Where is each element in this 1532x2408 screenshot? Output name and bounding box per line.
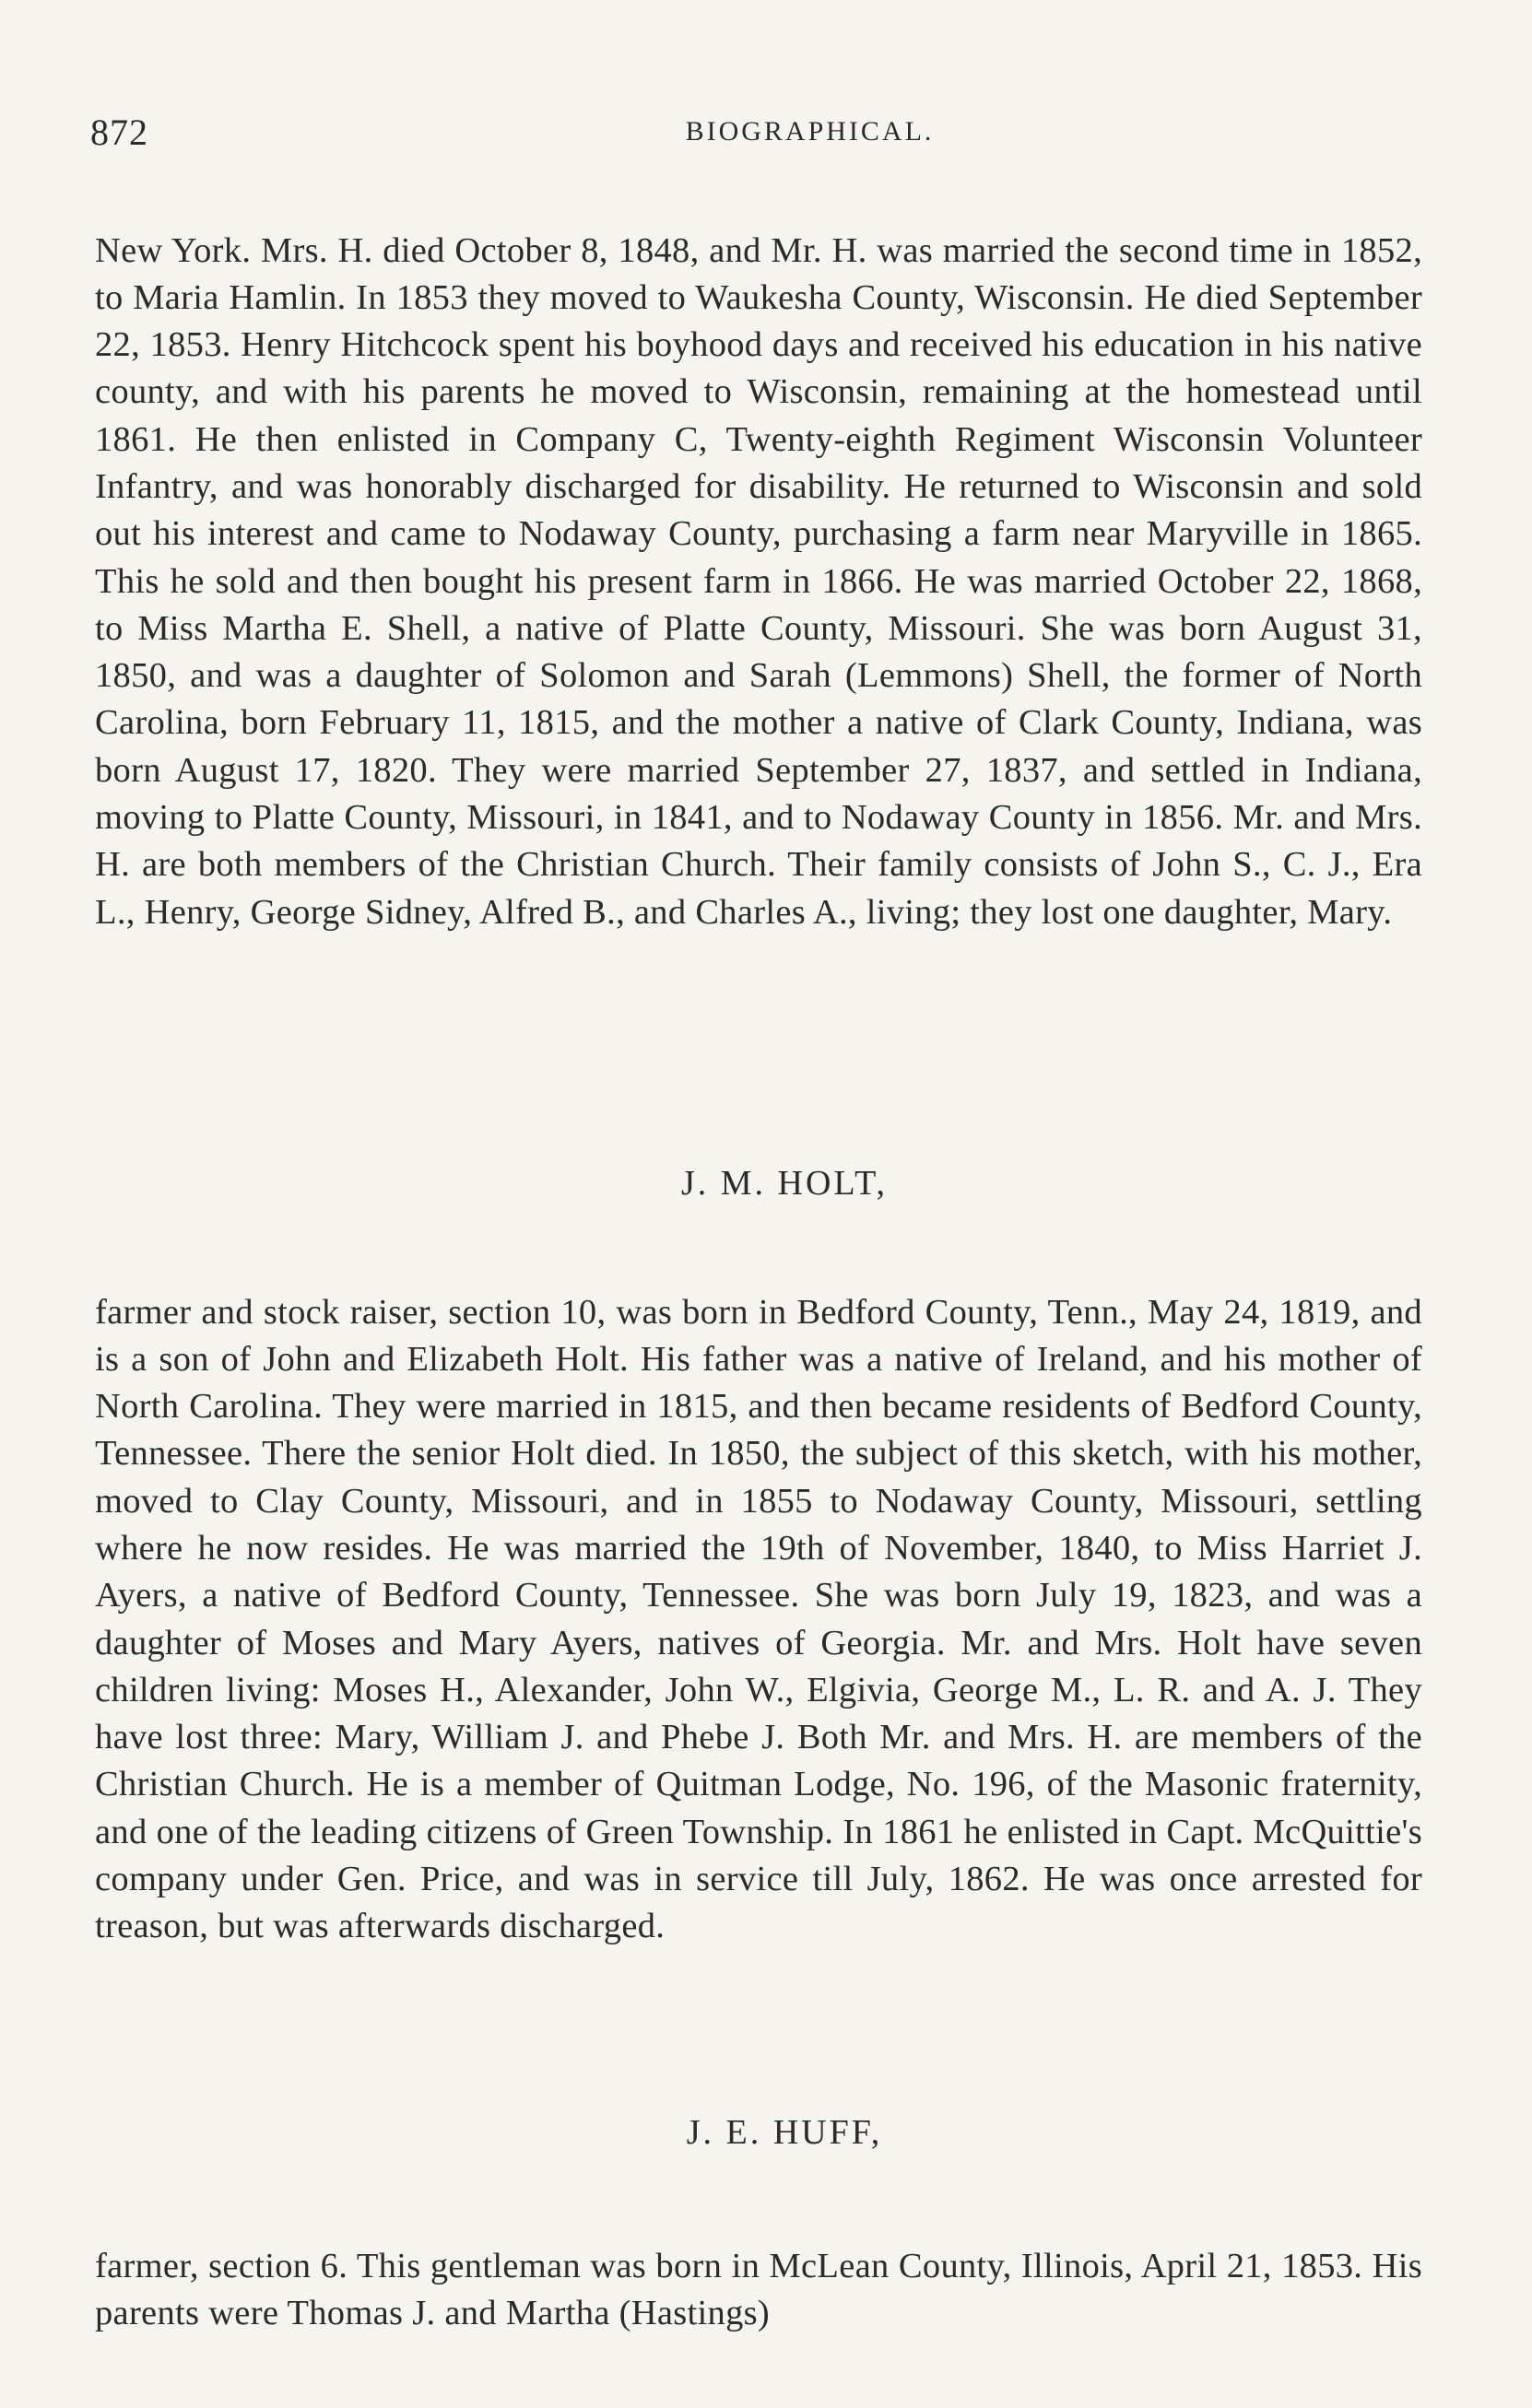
paragraph-huff: farmer, section 6. This gentleman was born in McLean County, Illinois, April 21, 1853. His parents were Thomas J. and Martha (Hastings) <box>95 2246 1422 2332</box>
page-number: 872 <box>90 112 148 153</box>
heading-huff: J. E. HUFF, <box>686 2113 883 2152</box>
running-head: BIOGRAPHICAL. <box>685 116 935 147</box>
paragraph-hitchcock-continued: New York. Mrs. H. died October 8, 1848, and Mr. H. was married the second time in 1852, to Maria Hamlin. In 1853 they moved to Waukesha County, Wisconsin. He died September 22, 1853. Henry Hitchcock spent his boyhood days and received his education in his native county, and with his parents he moved to Wisconsin, remaining at the homestead until 1861. He then enlisted in Company C, Twenty-eighth Regiment Wisconsin Volunteer Infantry, and was honorably discharged for disability. He returned to Wisconsin and sold out his interest and came to Nodaway County, purchasing a farm near Maryville in 1865. This he sold and then bought his present farm in 1866. He was married October 22, 1868, to Miss Martha E. Shell, a native of Platte County, Missouri. She was born August 31, 1850, and was a daughter of Solomon and Sarah (Lemmons) Shell, the former of North Carolina, born February 11, 1815, and the mother a native of Clark County, Indiana, was born August 17, 1820. They were married September 27, 1837, and settled in Indiana, moving to Platte County, Missouri, in 1841, and to Nodaway County in 1856. Mr. and Mrs. H. are both members of the Christian Church. Their family consists of John S., C. J., Era L., Henry, George Sidney, Alfred B., and Charles A., living; they lost one daughter, Mary. <box>95 230 1422 932</box>
paragraph-holt: farmer and stock raiser, section 10, was born in Bedford County, Tenn., May 24, 1819, and is a son of John and Elizabeth Holt. His father was a native of Ireland, and his mother of North Carolina. They were married in 1815, and then became residents of Bedford County, Tennessee. There the senior Holt died. In 1850, the subject of this sketch, with his mother, moved to Clay County, Missouri, and in 1855 to Nodaway County, Missouri, settling where he now resides. He was married the 19th of November, 1840, to Miss Harriet J. Ayers, a native of Bedford County, Tennessee. She was born July 19, 1823, and was a daughter of Moses and Mary Ayers, natives of Georgia. Mr. and Mrs. Holt have seven children living: Moses H., Alexander, John W., Elgivia, George M., L. R. and A. J. They have lost three: Mary, William J. and Phebe J. Both Mr. and Mrs. H. are members of the Christian Church. He is a member of Quitman Lodge, No. 196, of the Masonic fraternity, and one of the leading citizens of Green Township. In 1861 he enlisted in Capt. McQuittie's company under Gen. Price, and was in service till July, 1862. He was once arrested for treason, but was afterwards discharged. <box>95 1292 1422 1946</box>
heading-holt: J. M. HOLT, <box>680 1164 889 1203</box>
